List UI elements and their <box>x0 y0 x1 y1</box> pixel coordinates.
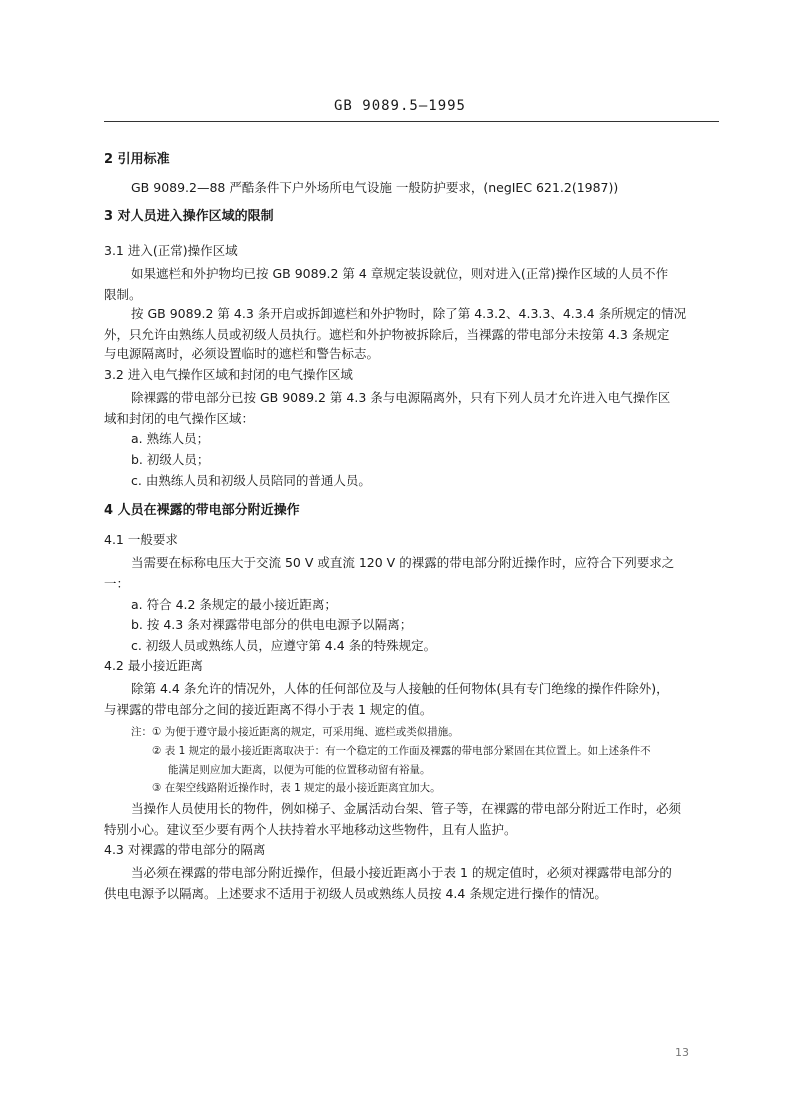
body-line: 如果遮栏和外护物均已按 GB 9089.2 第 4 章规定装设就位，则对进入(正常)操作区域的人员不作 <box>131 266 669 281</box>
subsection-heading: 4.2 最小接近距离 <box>104 658 203 673</box>
list-item: a. 熟练人员； <box>131 431 210 446</box>
note-line: 注：① 为便于遵守最小接近距离的规定，可采用绳、遮栏或类似措施。 <box>131 726 459 738</box>
page-number: 13 <box>675 1046 689 1059</box>
body-line: 按 GB 9089.2 第 4.3 条开启或拆卸遮栏和外护物时，除了第 4.3.2、4.3.3、4.3.4 条所规定的情况 <box>131 306 687 321</box>
body-line: 与电源隔离时，必须设置临时的遮栏和警告标志。 <box>104 346 380 361</box>
list-item: c. 由熟练人员和初级人员陪同的普通人员。 <box>131 473 371 488</box>
subsection-heading: 3.2 进入电气操作区域和封闭的电气操作区域 <box>104 367 353 382</box>
section-3-heading: 3 对人员进入操作区域的限制 <box>104 209 274 224</box>
subsection-heading: 4.1 一般要求 <box>104 532 178 547</box>
body-line: 特别小心。建议至少要有两个人扶持着水平地移动这些物件，且有人监护。 <box>104 822 517 837</box>
body-line: 限制。 <box>104 287 142 302</box>
list-item: b. 按 4.3 条对裸露带电部分的供电电源予以隔离； <box>131 617 413 632</box>
body-line: 外，只允许由熟练人员或初级人员执行。遮栏和外护物被拆除后，当裸露的带电部分未按第 4.3 条规定 <box>104 327 670 342</box>
body-line: 当必须在裸露的带电部分附近操作，但最小接近距离小于表 1 的规定值时，必须对裸露带电部分的 <box>131 865 672 880</box>
body-line: 与裸露的带电部分之间的接近距离不得小于表 1 规定的值。 <box>104 702 433 717</box>
note-line: ② 表 1 规定的最小接近距离取决于：有一个稳定的工作面及裸露的带电部分紧固在其位置上。如上述条件不 <box>152 745 651 757</box>
subsection-heading: 4.3 对裸露的带电部分的隔离 <box>104 842 266 857</box>
list-item: c. 初级人员或熟练人员，应遵守第 4.4 条的特殊规定。 <box>131 638 437 653</box>
body-line: GB 9089.2—88 严酷条件下户外场所电气设施 一般防护要求，(negIEC 621.2(1987)) <box>131 180 619 195</box>
section-2-heading: 2 引用标准 <box>104 152 170 167</box>
body-line: 一： <box>104 576 130 591</box>
body-line: 除裸露的带电部分已按 GB 9089.2 第 4.3 条与电源隔离外，只有下列人员才允许进入电气操作区 <box>131 390 671 405</box>
subsection-heading: 3.1 进入(正常)操作区域 <box>104 243 238 258</box>
list-item: a. 符合 4.2 条规定的最小接近距离； <box>131 597 337 612</box>
header-rule <box>104 121 719 122</box>
page-header: GB 9089.5—1995 <box>333 98 466 114</box>
body-line: 域和封闭的电气操作区域： <box>104 411 255 426</box>
note-line: 能满足则应加大距离，以便为可能的位置移动留有裕量。 <box>168 764 431 776</box>
body-line: 除第 4.4 条允许的情况外，人体的任何部位及与人接触的任何物体(具有专门绝缘的操作件除外)， <box>131 681 669 696</box>
section-4-heading: 4 人员在裸露的带电部分附近操作 <box>104 503 300 518</box>
note-line: ③ 在架空线路附近操作时，表 1 规定的最小接近距离宜加大。 <box>152 782 441 794</box>
list-item: b. 初级人员； <box>131 452 210 467</box>
body-line: 当操作人员使用长的物件，例如梯子、金属活动台架、管子等，在裸露的带电部分附近工作时，必须 <box>131 801 682 816</box>
body-line: 当需要在标称电压大于交流 50 V 或直流 120 V 的裸露的带电部分附近操作时，应符合下列要求之 <box>131 555 675 570</box>
body-line: 供电电源予以隔离。上述要求不适用于初级人员或熟练人员按 4.4 条规定进行操作的情况。 <box>104 886 607 901</box>
